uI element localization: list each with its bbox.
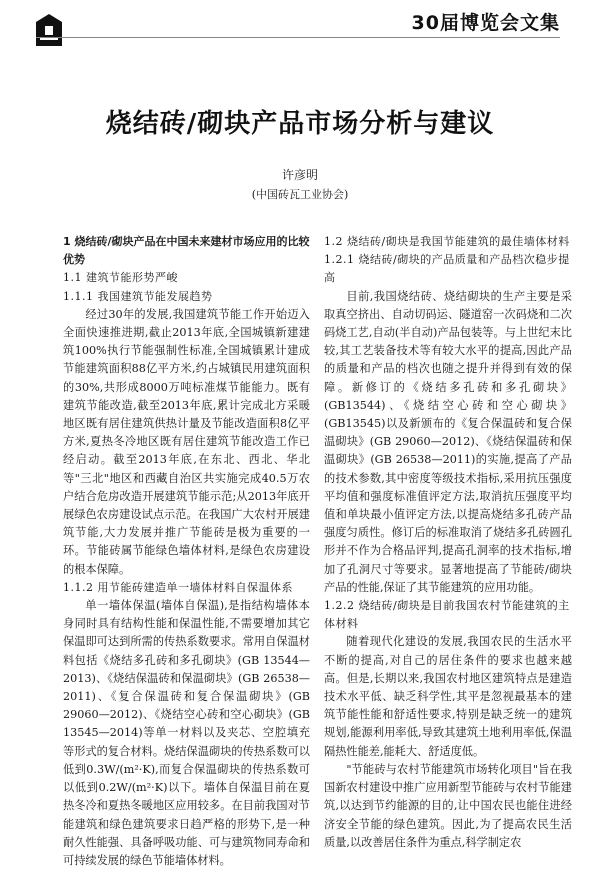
right-column: [324, 233, 572, 852]
section-heading-1: 1 烧结砖/砌块产品在中国未来建材市场应用的比较优势: [63, 235, 310, 267]
body-paragraph: "节能砖与农村节能建筑市场转化项目"旨在我国新农村建设中推广应用新型节能砖与农村节能建筑,以达到节约能源的目的,让中国农民也能住进经济安全节能的绿色建筑。因此,为了提高农民生活质量,以改善居住条件为重点,科学制定农: [324, 762, 572, 849]
body-paragraph: 单一墙体保温(墙体自保温),是指结构墙体本身同时具有结构性能和保温性能,不需要增加其它保温即可达到所需的传热系数要求。常用自保温材料包括《烧结多孔砖和多孔砌块》(GB 13544—2013)、《烧结保温砖和保温砌块》(GB 26538—2011)、《复合保温砖和复合保温砌块》(GB 29060—2012)、《烧结空心砖和空心砌块》(GB 13545—2014)等单一材料以及夹芯、空腔填充等形式的复合材料。烧结保温砌块的传热系数可以低到0.3W/(m²·K),而复合保温砌块的传热系数可以低到0.2W/(m²·K)以下。墙体自保温目前在夏热冬冷和夏热冬暖地区应用较多。在目前我国对节能建筑和绿色建筑要求日趋严格的形势下,是一种耐久性能强、具备呼吸功能、可与建筑物同寿命和可持续发展的绿色节能墙体材料。: [63, 599, 310, 867]
paper-title: 烧结砖/砌块产品市场分析与建议: [105, 109, 495, 139]
header-divider: [36, 37, 560, 38]
subsubsection-heading-1-1-2: 1.1.2 用节能砖建造单一墙体材料自保温体系: [63, 580, 293, 594]
body-paragraph: 目前,我国烧结砖、烧结砌块的生产主要是采取真空挤出、自动切码运、隧道窑一次码烧和二次码烧工艺,自动(半自动)产品包装等。与上世纪末比较,其工艺装备技术等有较大水平的提高,因此产品的质量和产品的档次也随之提升并得到有效的保障。新修订的《烧结多孔砖和多孔砌块》(GB13544)、《烧结空心砖和空心砌块》(GB13545)以及新颁布的《复合保温砖和复合保温砌块》(GB 29060—2012)、《烧结保温砖和保温砌块》(GB 26538—2011)的实施,提高了产品的技术参数,其中密度等级技术指标,采用抗压强度平均值和强度标准值评定方法,取消抗压强度平均值和单块最小值评定方法,以提高烧结多孔砖产品强度匀质性。修订后的标准取消了烧结多孔砖圆孔形并不作为合格品评判,提高孔洞率的技术指标,增加了孔洞尺寸等要求。显著地提高了节能砖/砌块产品的性能,保证了其节能建筑的应用功能。: [324, 289, 572, 594]
subsection-heading-1-1: 1.1 建筑节能形势严峻: [63, 271, 178, 285]
body-paragraph: 经过30年的发展,我国建筑节能工作开始迈入全面快速推进期,截止2013年底,全国城镇新建建筑100%执行节能强制性标准,全国城镇累计建成节能建筑面积88亿平方米,约占城镇民用建筑面积的30%,共形成8000万吨标准煤节能能力。既有建筑节能改造,截至2013年底,累计完成北方采暖地区既有居住建筑供热计量及节能改造面积8亿平方米,夏热冬冷地区既有居住建筑节能改造工作已经启动。截至2013年底,在东北、西北、华北等"三北"地区和西藏自治区共实施完成40.5万农户结合危房改造开展建筑节能示范;从2013年底开展绿色农房建设试点示范。在我国广大农村开展建筑节能,大力发展并推广节能砖是极为重要的一环。节能砖属节能绿色墙体材料,是绿色农房建设的根本保障。: [63, 307, 310, 576]
subsection-heading-1-2: 1.2 烧结砖/砌块是我国节能建筑的最佳墙体材料: [324, 235, 570, 248]
author-name: 许彦明: [281, 168, 318, 182]
publisher-logo-icon: [36, 14, 62, 46]
body-paragraph: 随着现代化建设的发展,我国农民的生活水平不断的提高,对自己的居住条件的要求也越来越高。但是,长期以来,我国农村地区建筑特点是建造技术水平低、缺乏科学性,其平是忽视最基本的建筑节能性能和舒适性要求,特别是缺乏统一的建筑规划,能源利用率低,导致其建筑土地利用率低,保温隔热性能差,能耗大、舒适度低。: [324, 635, 572, 758]
subsubsection-heading-1-2-1: 1.2.1 烧结砖/砌块的产品质量和产品档次稳步提高: [324, 253, 570, 285]
left-column: [63, 233, 310, 870]
subsubsection-heading-1-2-2: 1.2.2 烧结砖/砌块是目前我国农村节能建筑的主体材料: [324, 599, 570, 631]
proceedings-header: 30届博览会文集: [411, 12, 560, 34]
author-affiliation: (中国砖瓦工业协会): [251, 188, 349, 201]
subsubsection-heading-1-1-1: 1.1.1 我国建筑节能发展趋势: [63, 289, 213, 303]
